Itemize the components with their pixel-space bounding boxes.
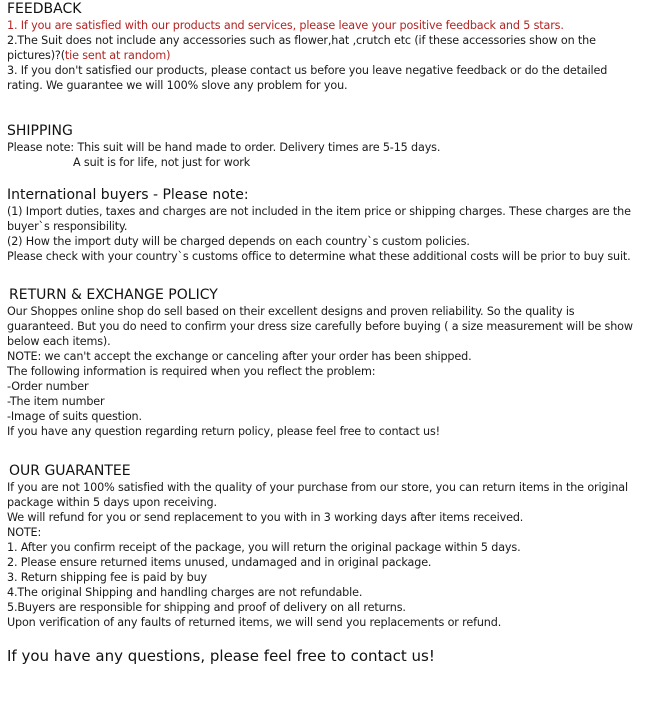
shipping-heading: SHIPPING	[7, 123, 73, 139]
policy-document	[7, 0, 651, 666]
guarantee-line-1: If you are not 100% satisfied with the quality of your purchase from our store, you can return items in the original	[7, 481, 628, 494]
guarantee-line-8: 4.The original Shipping and handling charges are not refundable.	[7, 586, 363, 599]
international-line-3: (2) How the import duty will be charged depends on each country`s custom policies.	[7, 235, 470, 248]
feedback-line-2: 2.The Suit does not include any accessories such as flower,hat ,crutch etc (if these accessories show on the	[7, 34, 596, 47]
feedback-section	[7, 0, 651, 93]
shipping-line-1: Please note: This suit will be hand made to order. Delivery times are 5-15 days.	[7, 141, 441, 154]
feedback-line-3-red: tie sent at random)	[64, 49, 171, 62]
return-policy-line-8: -Image of suits question.	[7, 410, 142, 423]
return-policy-line-3: below each items).	[7, 335, 111, 348]
feedback-line-4: 3. If you don't satisfied our products, please contact us before you leave negative feedback or do the detailed	[7, 64, 608, 77]
international-line-1: (1) Import duties, taxes and charges are not included in the item price or shipping charges. These charges are the	[7, 205, 631, 218]
return-policy-line-7: -The item number	[7, 395, 105, 408]
international-line-2: buyer`s responsibility.	[7, 220, 128, 233]
international-line-4: Please check with your country`s customs office to determine what these additional costs will be prior to buy suit.	[7, 250, 631, 263]
guarantee-line-7: 3. Return shipping fee is paid by buy	[7, 571, 208, 584]
feedback-line-5: rating. We guarantee we will 100% slove any problem for you.	[7, 79, 348, 92]
return-policy-line-9: If you have any question regarding return policy, please feel free to contact us!	[7, 425, 440, 438]
return-policy-line-1: Our Shoppes online shop do sell based on their excellent designs and proven reliability. So the quality is	[7, 305, 575, 318]
return-policy-line-6: -Order number	[7, 380, 89, 393]
guarantee-section	[7, 462, 651, 630]
shipping-line-2: A suit is for life, not just for work	[73, 156, 251, 169]
feedback-line-3-prefix: pictures)?(	[7, 49, 65, 62]
feedback-heading: FEEDBACK	[7, 1, 82, 17]
guarantee-line-2: package within 5 days upon receiving.	[7, 496, 217, 509]
contact-us-line: If you have any questions, please feel free to contact us!	[7, 647, 435, 665]
return-policy-line-5: The following information is required when you reflect the problem:	[7, 365, 376, 378]
international-heading: International buyers - Please note:	[7, 187, 249, 203]
guarantee-line-3: We will refund for you or send replacement to you with in 3 working days after items received.	[7, 511, 524, 524]
guarantee-heading: OUR GUARANTEE	[9, 463, 131, 479]
return-policy-heading: RETURN & EXCHANGE POLICY	[9, 287, 218, 303]
guarantee-line-5: 1. After you confirm receipt of the package, you will return the original package within 5 days.	[7, 541, 521, 554]
return-policy-section	[7, 286, 651, 439]
guarantee-line-4: NOTE:	[7, 526, 42, 539]
guarantee-line-9: 5.Buyers are responsible for shipping and proof of delivery on all returns.	[7, 601, 406, 614]
guarantee-line-6: 2. Please ensure returned items unused, undamaged and in original package.	[7, 556, 432, 569]
return-policy-line-4: NOTE: we can't accept the exchange or canceling after your order has been shipped.	[7, 350, 472, 363]
feedback-line-3	[7, 48, 651, 63]
shipping-section	[7, 122, 651, 170]
feedback-line-1: 1. If you are satisfied with our products and services, please leave your positive feedback and 5 stars.	[7, 19, 564, 32]
return-policy-line-2: guaranteed. But you do need to confirm your dress size carefully before buying ( a size measurement will be show	[7, 320, 633, 333]
guarantee-line-10: Upon verification of any faults of returned items, we will send you replacements or refund.	[7, 616, 502, 629]
international-section	[7, 186, 651, 264]
